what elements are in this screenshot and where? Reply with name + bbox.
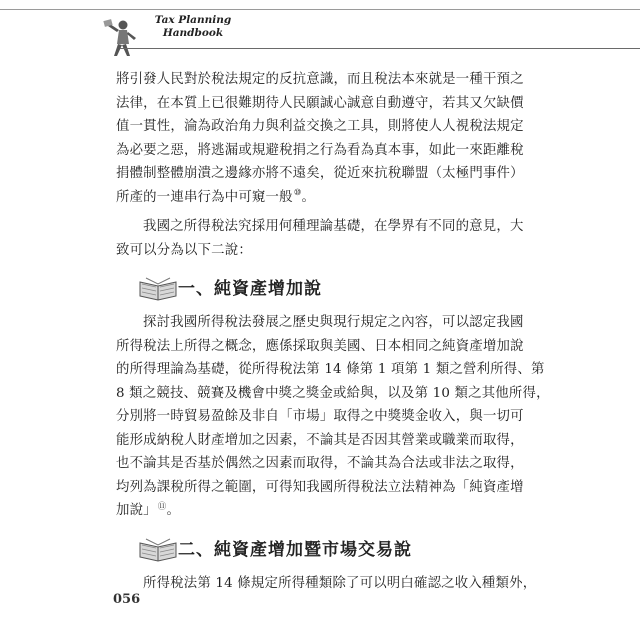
text-line: 將引發人民對於稅法規定的反抗意識，而且稅法本來就是一種干預之 — [116, 72, 524, 87]
text-line: 探討我國所得稅法發展之歷史與現行規定之內容，可以認定我國 — [143, 315, 524, 330]
text-line: 所得稅法上所得之概念，應係採取與美國、日本相同之純資產增加說 — [116, 338, 524, 354]
footnote-marker[interactable]: ⑩ — [293, 188, 302, 199]
header-title — [143, 14, 243, 40]
text-line: 捐體制整體崩潰之邊緣亦將不遠矣，從近來抗稅聯盟（太極門事件） — [116, 166, 524, 181]
text-line: 也不論其是否基於偶然之因素而取得，不論其為合法或非法之取得， — [116, 456, 524, 471]
open-book-icon — [138, 274, 178, 304]
text-line: 分別將一時貿易盈餘及非自「市場」取得之中獎獎金收入，與一切可 — [116, 409, 524, 424]
text-segment: 加說」 — [116, 503, 157, 518]
text-line — [116, 186, 528, 210]
page-header — [0, 0, 640, 60]
text-line: 我國之所得稅法究採用何種理論基礎，在學界有不同的意見，大 — [143, 219, 524, 234]
header-title-line2: Handbook — [162, 27, 224, 39]
text-line: 能形成納稅人財產增加之因素，不論其是否因其營業或職業而取得， — [116, 432, 524, 448]
page-body — [116, 68, 550, 595]
text-line: 致可以分為以下二說： — [116, 242, 252, 258]
text-line: 均列為課稅所得之範圍，可得知我國所得稅法立法精神為「純資產增 — [116, 479, 524, 495]
header-top-rule — [0, 9, 640, 10]
figure-mascot-icon — [102, 18, 140, 58]
section-heading-text: 二、純資產增加暨市場交易說 — [178, 539, 412, 560]
text-segment: 所產的一連串行為中可窺一般 — [116, 189, 293, 205]
text-line: 8 類之競技、競賽及機會中獎之獎金或給與，以及第 10 類之其他所得， — [116, 385, 550, 401]
paragraph-3 — [116, 311, 550, 523]
header-title-line1: Tax Planning — [154, 14, 232, 26]
text-line: 的所得理論為基礎，從所得稅法第 14 條第 1 項第 1 類之營利所得、第 — [116, 362, 545, 377]
paragraph-4 — [116, 572, 537, 596]
paragraph-2 — [116, 215, 528, 262]
section-heading-2 — [116, 531, 528, 569]
page-number: 056 — [113, 592, 141, 607]
open-book-icon — [138, 535, 178, 565]
text-line: 所得稅法第 14 條規定所得種類除了可以明白確認之收入種類外， — [143, 575, 537, 591]
paragraph-1 — [116, 68, 528, 209]
text-line — [116, 499, 528, 523]
text-line: 值一貫性，淪為政治角力與利益交換之工具，則將使人人視稅法規定 — [116, 119, 524, 134]
header-rule — [120, 48, 640, 49]
text-segment: 。 — [166, 503, 181, 518]
text-line: 法律，在本質上已很難期待人民願誠心誠意自動遵守，若其又欠缺價 — [116, 95, 524, 111]
section-heading-1 — [116, 270, 528, 308]
footnote-marker[interactable]: ⑪ — [157, 501, 167, 512]
text-line: 為必要之惡，將逃漏或規避稅捐之行為看為真本事，如此一來距離稅 — [116, 142, 524, 158]
text-segment: 。 — [301, 189, 316, 205]
section-heading-text: 一、純資產增加說 — [178, 279, 322, 299]
